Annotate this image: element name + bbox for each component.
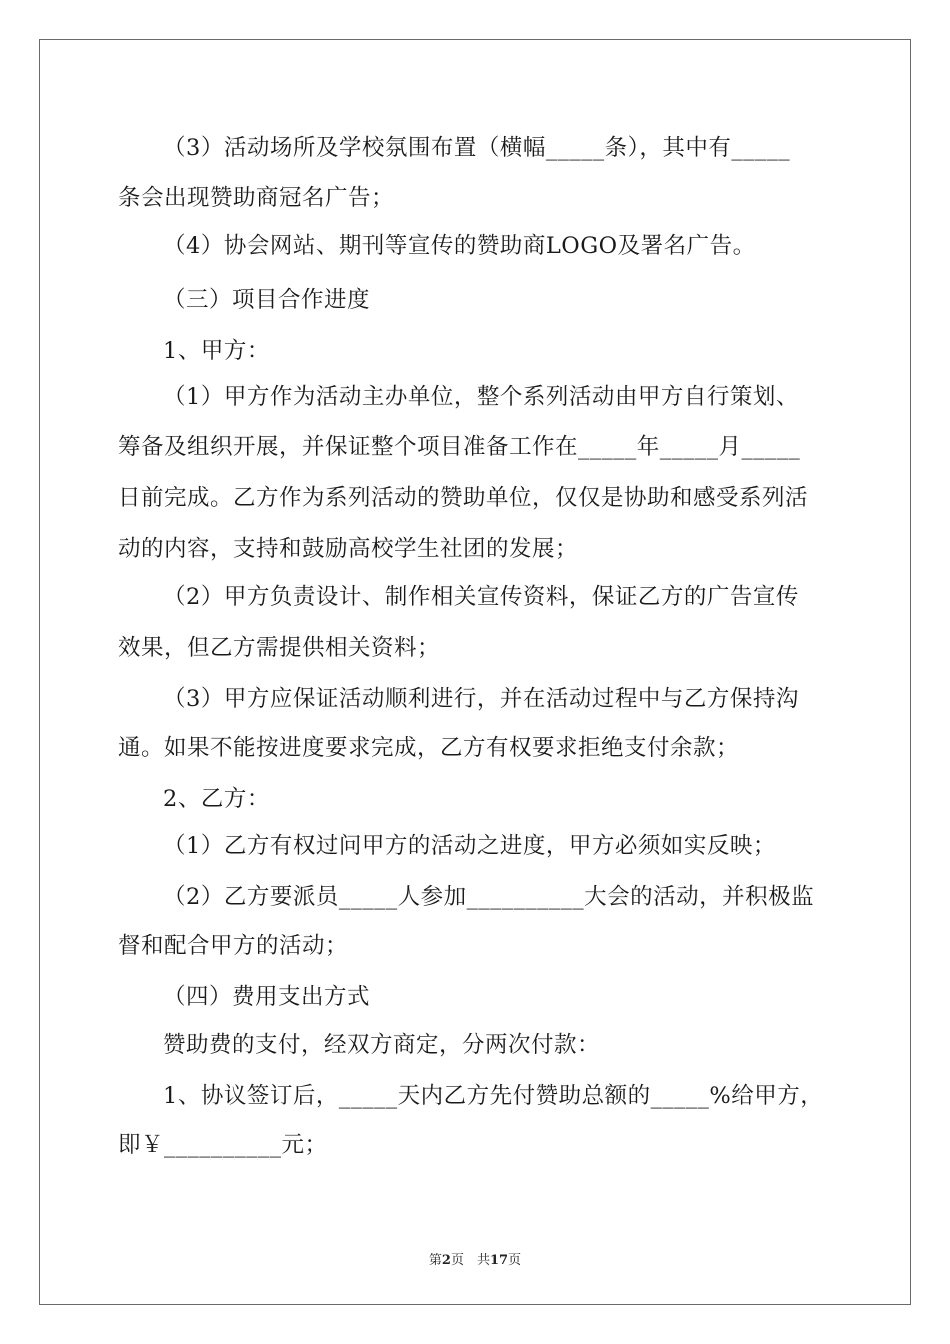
paragraph-line: （2）乙方要派员_____人参加__________大会的活动，并积极监	[163, 884, 815, 910]
paragraph-line: 1、协议签订后，_____天内乙方先付赞助总额的_____%给甲方，	[163, 1083, 824, 1109]
footer-prefix: 第	[428, 1253, 442, 1268]
footer-mid: 页 共	[450, 1253, 490, 1268]
footer-page-number: 2	[441, 1253, 451, 1268]
paragraph-line: （1）甲方作为活动主办单位，整个系列活动由甲方自行策划、	[163, 384, 799, 410]
paragraph-line: 赞助费的支付，经双方商定，分两次付款：	[163, 1032, 601, 1058]
footer-suffix: 页	[508, 1253, 522, 1268]
paragraph-line: （4）协会网站、期刊等宣传的赞助商LOGO及署名广告。	[163, 233, 756, 259]
paragraph-line: （1）乙方有权过问甲方的活动之进度，甲方必须如实反映；	[163, 833, 776, 859]
paragraph-line: 条会出现赞助商冠名广告；	[118, 185, 395, 211]
section-heading: （四）费用支出方式	[163, 984, 371, 1010]
page-footer	[0, 1249, 950, 1268]
footer-total-pages: 17	[489, 1253, 509, 1268]
paragraph-line: （3）甲方应保证活动顺利进行，并在活动过程中与乙方保持沟	[163, 686, 799, 712]
paragraph-line: 即￥__________元；	[118, 1132, 328, 1158]
paragraph-line: 日前完成。乙方作为系列活动的赞助单位，仅仅是协助和感受系列活	[118, 485, 809, 511]
paragraph-line: 筹备及组织开展，并保证整个项目准备工作在_____年_____月_____	[118, 434, 801, 460]
paragraph-line: 动的内容，支持和鼓励高校学生社团的发展；	[118, 536, 579, 562]
paragraph-line: 督和配合甲方的活动；	[118, 933, 349, 959]
subsection-heading: 1、甲方：	[163, 338, 270, 364]
paragraph-line: 效果，但乙方需提供相关资料；	[118, 635, 441, 661]
paragraph-line: （2）甲方负责设计、制作相关宣传资料，保证乙方的广告宣传	[163, 584, 799, 610]
subsection-heading: 2、乙方：	[163, 786, 270, 812]
paragraph-line: （3）活动场所及学校氛围布置（横幅_____条），其中有_____	[163, 135, 791, 161]
paragraph-line: 通。如果不能按进度要求完成，乙方有权要求拒绝支付余款；	[118, 735, 740, 761]
section-heading: （三）项目合作进度	[163, 287, 371, 313]
